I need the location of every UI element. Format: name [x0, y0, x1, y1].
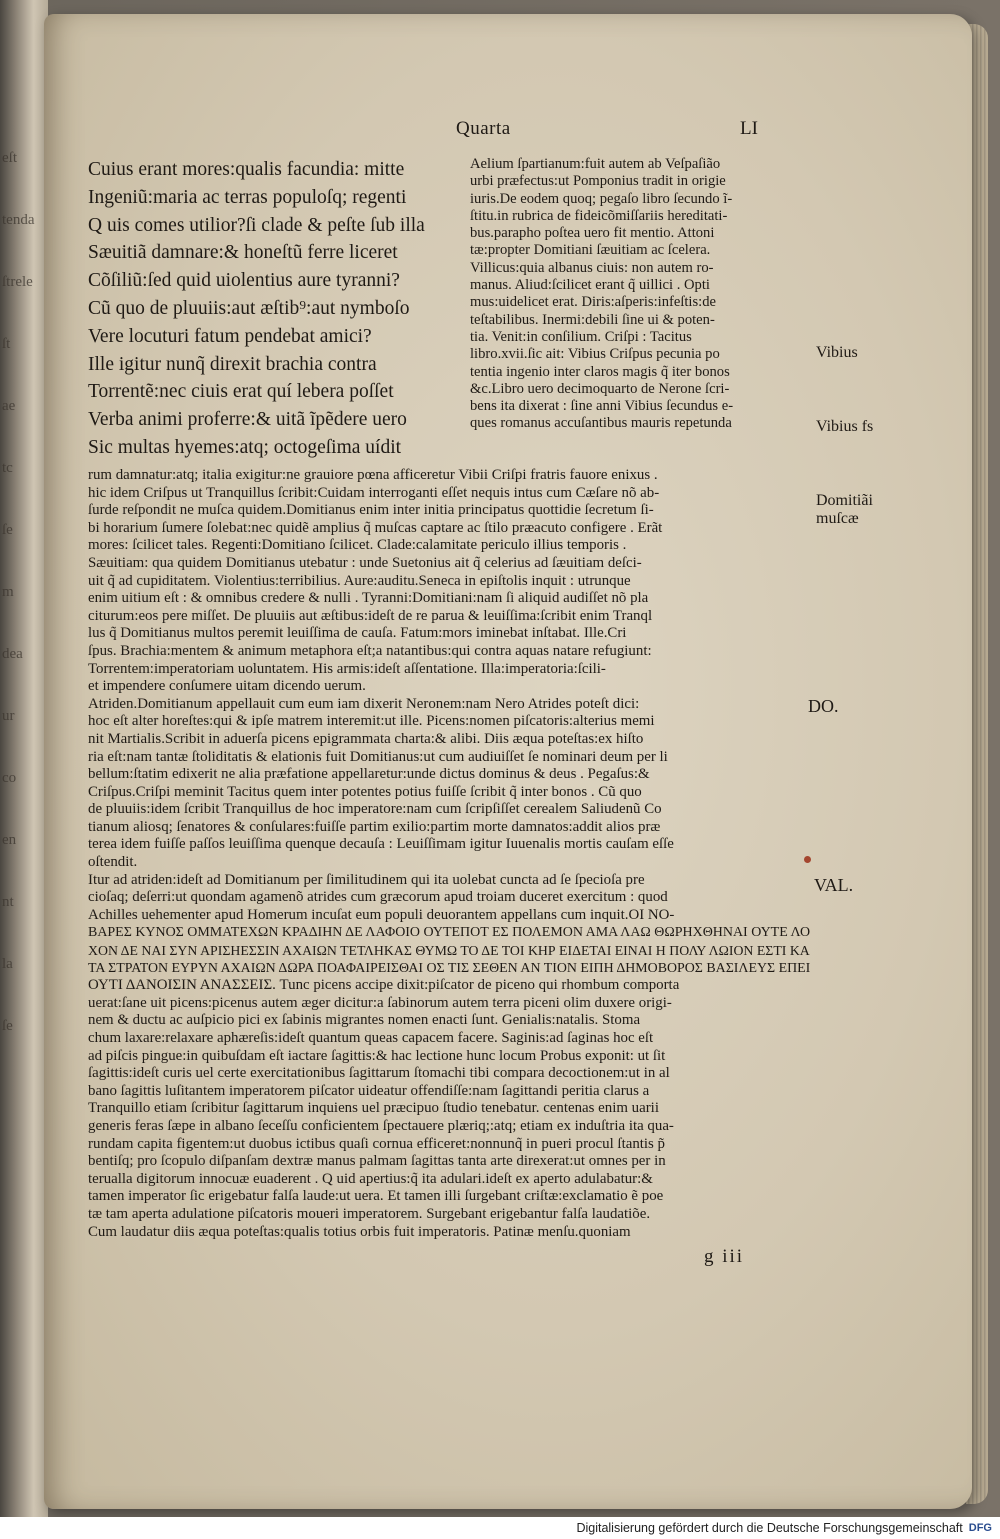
commentary-line: uit q̃ ad cupiditatem. Violentius:terribilius. Aure:auditu.Seneca in epiſtolis inquit : utrunque [88, 572, 631, 589]
commentary-line: ſtitu.in rubrica de fideicõmiſſariis hereditati- [470, 207, 728, 224]
commentary-line: bus.parapho poſtea uero fit mentio. Attoni [470, 225, 715, 242]
signature-mark: g iii [704, 1246, 745, 1267]
commentary-line: ΤΑ ΣΤΡΑΤΟΝ ΕΥΡΥΝ ΑΧΑΙΩΝ ΔΩΡΑ ΠΟΑΦΑΙΡΕΙΣΘΑΙ ΟΣ ΤΙΣ ΣΕΘΕΝ ΑΝ ΤΙΟΝ ΕΙΠΗ ΔΗΜΟΒΟΡΟΣ ΒΑΣΙΛΕΥΣ ΕΠΕΙ [88, 960, 811, 976]
commentary-line: tianum aliosq; ſenatores & conſulares:fuiſſe partim exilio:partim morte damnatos:addit alios præ [88, 818, 661, 835]
commentary-line: libro.xvii.ſic ait: Vibius Criſpus pecunia po [470, 346, 720, 363]
left-page-fragment: ſtrele [2, 274, 33, 290]
verse-line: Cũ quo de pluuiis:aut æſtib⁹:aut nymboſo [88, 297, 410, 319]
left-page-fragment: co [2, 770, 17, 786]
commentary-line: tæ:propter Domitiani ſæuitiam ac ſcelera. [470, 242, 711, 259]
margin-note-muscae: muſcæ [816, 510, 859, 527]
commentary-line: nit Martialis.Scribit in aduerſa picens epigrammata charta:& alibi. Diis æqua poteſtas:ex hiſto [88, 730, 644, 747]
commentary-line: Achilles uehementer apud Homerum incuſat eum populi deuorantem appellans cum inquit.ΟΙ ΝΟ- [88, 906, 675, 923]
commentary-line: et impendere conſumere uitam dicendo uerum. [88, 678, 366, 695]
margin-note-vibius-fs: Vibius fs [816, 418, 874, 435]
verse-line: Sic multas hyemes:atq; octogeſima uídit [88, 436, 402, 458]
left-page-fragment: ſe [2, 1018, 13, 1034]
commentary-line: ΧΟΝ ΔΕ ΝΑΙ ΣΥΝ ΑΡΙΣΗΕΣΣΙΝ ΑΧΑΙΩΝ ΤΕΤΛΗΚΑΣ ΘΥΜΩ ΤΟ ΔΕ ΤΟΙ ΚΗΡ ΕΙΔΕΤΑΙ ΕΙΝΑΙ Η ΠΟΛΥ ΛΩΙΟΝ ΕΣΤΙ ΚΑ [88, 943, 810, 959]
commentary-line: ques romanus accuſantibus mauris repetunda [470, 415, 732, 432]
footer-credit: Digitalisierung gefördert durch die Deutsche Forschungsgemeinschaft [576, 1521, 963, 1535]
verse-line: Verba animi proferre:& uitã ĩpẽdere uero [88, 409, 407, 431]
commentary-line: Aelium ſpartianum:fuit autem ab Veſpaſião [470, 156, 721, 172]
commentary-line: mores: ſcilicet tales. Regenti:Domitiano ſcilicet. Clade:calamitate periculo illius temporis . [88, 537, 627, 554]
commentary-line: citurum:eos pere miſſet. De pluuiis aut æſtibus:ideſt de re parua & leuiſſima:ſcribit enim Tranql [88, 607, 653, 624]
verse-line: Ille igitur nunq̃ direxit brachia contra [88, 353, 377, 375]
left-page-edge [0, 0, 48, 1539]
commentary-line: ad piſcis pingue:in quibuſdam eſt iactare ſagittis:& hac lectione hunc locum Probus exponit: ut ſit [88, 1047, 666, 1064]
margin-note-val: VAL. [814, 875, 854, 895]
verse-line: Torrentẽ:nec ciuis erat quí lebera poſſet [88, 381, 394, 403]
left-page-fragment: m [2, 584, 14, 600]
left-page-fragment: eſt [2, 150, 17, 166]
left-page-fragment: ae [2, 398, 16, 414]
commentary-line: bentiſq; pro ſcopulo diſpanſam dextræ manus palmam ſagittas tanta arte direxerat:ut omnes per in [88, 1153, 666, 1170]
verse-line: Sæuitiã damnare:& honeſtũ ferre liceret [88, 242, 398, 264]
commentary-line: ΟΥΤΙ ΔΑΝΟΙΣΙΝ ΑΝΑΣΣΕΙΣ. Tunc picens accipe dixit:piſcator de piceno qui rhombum comporta [88, 977, 680, 994]
commentary-line: iuris.De eodem quoq; pegaſo libro ſecundo ĩ- [470, 190, 733, 207]
commentary-line: bens ita dixerat : ſine anni Vibius ſecundus e- [470, 398, 734, 415]
verse-line: Q uis comes utilior?ſi clade & peſte ſub illa [88, 214, 425, 236]
commentary-line: tæ tam aperta adulatione piſcatoris moueri imperatorem. Surgebant erigebantur falſa laudatiõe. [88, 1205, 651, 1222]
commentary-line: hic idem Criſpus ut Tranquillus ſcribit:Cuidam interroganti eſſet nequis intus cum Cæſare nõ ab- [88, 484, 660, 501]
verse-line: Cõſiliũ:ſed quid uiolentius aure tyranni? [88, 270, 400, 292]
commentary-line: de pluuiis:idem ſcribit Tranquillus de hoc imperatore:nam cum ſcripſiſſet cerealem Saliudenũ Co [88, 801, 662, 818]
verse-line: Ingeniũ:maria ac terras populoſq; regenti [88, 186, 407, 208]
commentary-line: chum laxare:relaxare aphæreſis:ideſt quantum queas capacem facere. Saginis:ad ſaginas hoc eſt [88, 1030, 654, 1046]
commentary-line: &c.Libro uero decimoquarto de Nerone ſcri- [470, 380, 730, 397]
commentary-line: hoc eſt alter horeſtes:qui & ipſe matrem interemit:ut ille. Picens:nomen piſcatoris:alterius memi [88, 713, 655, 730]
left-page-fragment: nt [2, 894, 14, 910]
commentary-line: tia. Venit:in conſilium. Criſpi : Tacitus [470, 328, 692, 345]
commentary-line: nem & ductu ac auſpicio pici ex ſabinis migrantes nomen enacti ſunt. Genialis:natalis. Stoma [88, 1012, 641, 1029]
margin-note-domitiani: Domitiãi [816, 492, 873, 509]
dfg-logo-icon: DFG [968, 1522, 992, 1535]
commentary-line: urbi præfectus:ut Pomponius tradit in origie [470, 173, 726, 190]
left-page-fragment: ur [2, 708, 15, 724]
commentary-line: teſtabilibus. Inermi:debili ſine ui & poten- [470, 311, 715, 328]
verse-line: Cuius erant mores:qualis facundia: mitte [88, 159, 405, 180]
left-page-fragment: la [2, 956, 13, 972]
commentary-line: mus:uidelicet erat. Diris:aſperis:infeſtis:de [470, 294, 716, 311]
commentary-line: ΒΑΡΕΣ ΚΥΝΟΣ ΟΜΜΑΤΕΧΩΝ ΚΡΑΔΙΗΝ ΔΕ ΛΑΦΟΙΟ ΟΥΤΕΠΟΤ ΕΣ ΠΟΛΕΜΟΝ ΑΜΑ ΛΑΩ ΘΩΡΗΧΘΗΝΑΙ ΟΥΤΕ ΛΟ [88, 925, 811, 941]
commentary-line: Villicus:quia albanus ciuis: non autem ro- [470, 259, 714, 276]
commentary-full-width [88, 467, 810, 1241]
left-page-fragment: en [2, 832, 17, 848]
commentary-line: rundam capita figentem:ut duobus ictibus quaſi cornua efficeret:nonnunq̃ in pueri procul ſtantis p̃ [88, 1135, 665, 1152]
commentary-line: Torrentem:imperatoriam uoluntatem. His armis:ideſt aſſentatione. Illa:imperatoria:ſcili- [88, 660, 606, 677]
left-page-fragment: tc [2, 460, 13, 476]
folio-number: LI [740, 118, 758, 139]
verse-block [88, 156, 478, 462]
commentary-line: rum damnatur:atq; italia exigitur:ne grauiore pœna afficeretur Vibii Criſpi fratris fauore enixus . [88, 467, 658, 483]
running-head: Quarta [456, 118, 511, 139]
commentary-column [470, 156, 810, 433]
commentary-line: ria eſt:nam tantæ ſtoliditatis & elationis fuit Domitianus:ut cum audiuiſſet ſe nominari deum per li [88, 748, 668, 765]
commentary-line: cioſaq; deſerri:ut quondam agamenõ atrides cum græcorum apud troiam duceret exercitum : quod [88, 889, 668, 906]
commentary-line: tentia ingenio inter claros magis q̃ iter bonos [470, 363, 730, 380]
margin-note-do: DO. [808, 696, 839, 716]
commentary-line: lus q̃ Domitianus multos peremit leuiſſima de cauſa. Fatum:mors iminebat inſtabat. Ille.Cri [88, 625, 627, 642]
commentary-line: uerat:ſane uit picens:picenus autem æger dicitur:a ſabinorum autem terra piceni olim duxere origi- [88, 994, 672, 1011]
footer-bar [0, 1517, 1000, 1539]
commentary-line: tamen imperator ſic erigebatur falſa laude:ut uera. Et tamen illi ſurgebant criſtæ:exclamatio ẽ poe [88, 1188, 664, 1205]
commentary-line: Criſpus.Criſpi meminit Tacitus quem inter potentes potius fuiſſe ſcribit q̃ inter bonos . Cũ quo [88, 783, 642, 800]
commentary-line: oſtendit. [88, 854, 138, 871]
commentary-line: terualla digitorum innocuæ euaderent . Q uid apertius:q̃ ita adulari.ideſt ex aperto adulabatur:& [88, 1170, 653, 1187]
margin-note-vibius: Vibius [816, 344, 858, 361]
left-page-fragment: tenda [2, 212, 35, 228]
commentary-line: ſpus. Brachia:mentem & animum metaphora eſt;a natantibus:qui contra aquas natare refugiunt: [88, 642, 652, 659]
commentary-line: ſurde reſpondit ne muſca quidem.Domitianus enim inter initia principatus quottidie ſecretum ſi- [88, 502, 654, 519]
commentary-line: manus. Aliud:ſcilicet erant q̃ uillici . Opti [470, 277, 710, 294]
left-page-fragment: dea [2, 646, 23, 662]
commentary-line: bano ſagittis luſitantem imperatorem piſcator uideatur offendiſſe:nam ſagittandi peritia clarus a [88, 1082, 650, 1099]
commentary-line: Tranquillo etiam ſcribitur ſagittarum inquiens uel præcipuo ſtudio tenebatur. centenas enim uarii [88, 1100, 659, 1117]
left-page-fragment: ſe [2, 522, 13, 538]
commentary-line: Itur ad atriden:ideſt ad Domitianum per ſimilitudinem qui ita uolebat cuncta ad ſe ſpecioſa pre [88, 871, 645, 888]
commentary-line: Sæuitiam: qua quidem Domitianus utebatur : unde Suetonius ait q̃ celerius ad ſæuitiam deſci- [88, 554, 642, 571]
rubric-mark [804, 856, 811, 863]
book-page [44, 14, 972, 1509]
commentary-line: ſagittis:ideſt curis uel certe exercitationibus ſagittarum ſtomachi tibi compara decoctionem:ut in al [88, 1065, 670, 1082]
commentary-line: Cum laudatur diis æqua poteſtas:qualis totius orbis fuit imperatoris. Patinæ menſu.quoniam [88, 1223, 631, 1240]
commentary-line: terea idem fuiſſe paſſos leuiſſima quenque decauſa : Leuiſſimam igitur Iuuenalis mortis cauſam eſſe [88, 836, 674, 853]
left-page-fragment: ſt [2, 336, 11, 352]
verse-line: Vere locuturi fatum pendebat amici? [88, 325, 372, 347]
commentary-line: generis feras ſæpe in albano ſeceſſu conficientem ſpectauere plæriq;:atq; etiam ex induſtria ita qua- [88, 1117, 674, 1134]
commentary-line: bellum:ſtatim edixerit ne alia præfatione appellaretur:unde dictus dominus & deus . Pegaſus:& [88, 766, 650, 783]
commentary-line: bi horarium ſumere ſolebat:nec quidẽ amplius q̃ muſcas captare ac ſtilo præacuto configere . Erãt [88, 519, 663, 536]
commentary-line: enim uitium eſt : & omnibus credere & nulli . Tyranni:Domitiani:nam ſi aliquid audiſſet nõ pla [88, 590, 649, 607]
commentary-line: Atriden.Domitianum appellauit cum eum iam dixerit Neronem:nam Nero Atrides poteſt dici: [88, 695, 640, 712]
